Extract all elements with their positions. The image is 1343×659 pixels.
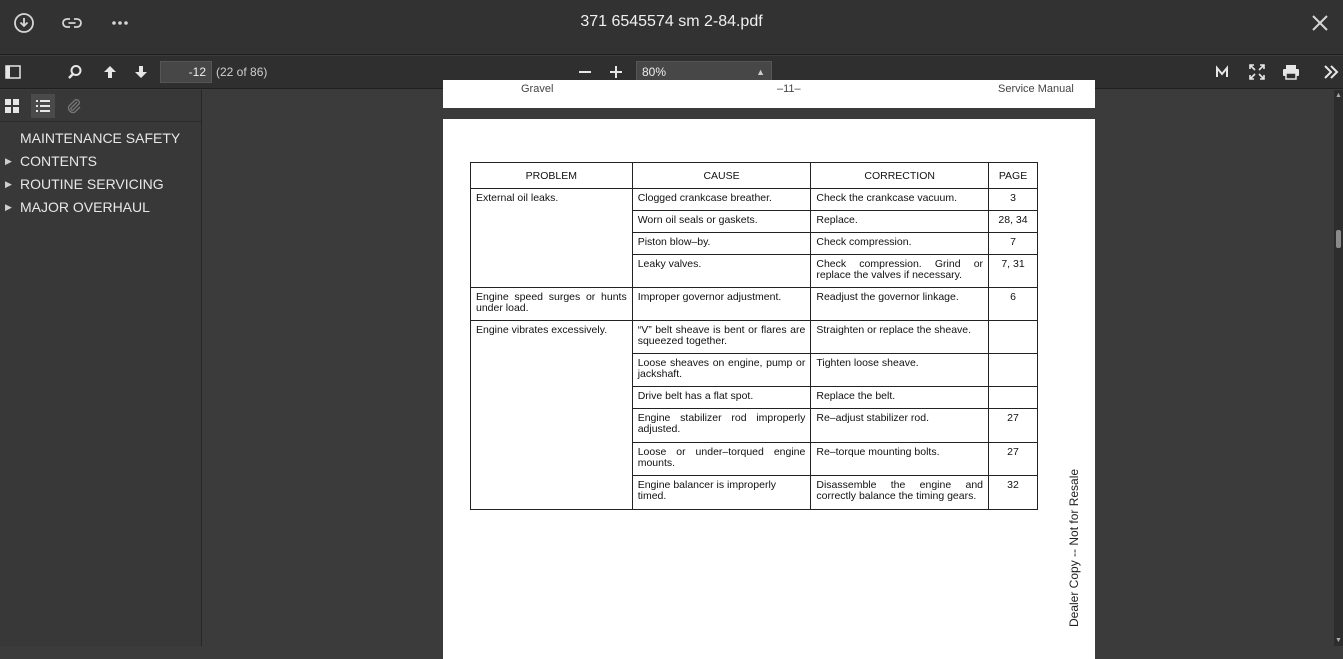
correction-cell: Disassemble the engine and correctly balance the timing gears.	[811, 476, 989, 510]
sidebar-tabs	[0, 90, 201, 122]
expand-triangle-icon[interactable]: ▶	[5, 202, 12, 212]
cause-cell: Piston blow–by.	[632, 233, 811, 255]
table-header-row	[471, 163, 1038, 189]
table-row	[471, 321, 1038, 354]
outline-item-label: ROUTINE SERVICING	[20, 176, 164, 192]
outline-item-routine-servicing[interactable]	[0, 173, 201, 196]
troubleshooting-table	[470, 162, 1038, 510]
document-outline	[0, 122, 201, 219]
double-chevron-icon[interactable]	[1320, 62, 1342, 82]
prev-page-left-text: Gravel	[521, 83, 554, 95]
page-cell	[989, 354, 1038, 387]
correction-cell: Check the crankcase vacuum.	[811, 189, 989, 211]
column-header: PROBLEM	[471, 163, 633, 189]
page-cell	[989, 321, 1038, 354]
cause-cell: Leaky valves.	[632, 255, 811, 288]
cause-cell: “V” belt sheave is bent or flares are squeezed together.	[632, 321, 811, 354]
zoom-in-icon[interactable]	[605, 62, 627, 82]
table-row	[471, 189, 1038, 211]
outline-item-maintenance-safety[interactable]	[0, 127, 201, 150]
column-header: CAUSE	[632, 163, 811, 189]
correction-cell: Replace the belt.	[811, 387, 989, 409]
page-cell: 6	[989, 288, 1038, 321]
vertical-scrollbar[interactable]	[1334, 90, 1343, 646]
title-bar	[0, 0, 1343, 55]
thumbnails-icon[interactable]	[0, 94, 24, 118]
prev-page-number: –11–	[777, 83, 801, 95]
page-cell: 3	[989, 189, 1038, 211]
expand-triangle-icon[interactable]: ▶	[5, 179, 12, 189]
page-cell: 32	[989, 476, 1038, 510]
select-caret-icon: ▲	[756, 67, 765, 77]
cause-cell: Improper governor adjustment.	[632, 288, 811, 321]
column-header: CORRECTION	[811, 163, 989, 189]
correction-cell: Re–adjust stabilizer rod.	[811, 409, 989, 443]
page-cell: 27	[989, 409, 1038, 443]
column-header: PAGE	[989, 163, 1038, 189]
expand-triangle-icon[interactable]: ▶	[5, 156, 12, 166]
outline-item-label: CONTENTS	[20, 153, 97, 169]
cause-cell: Loose sheaves on engine, pump or jackshaft.	[632, 354, 811, 387]
cause-cell: Worn oil seals or gaskets.	[632, 211, 811, 233]
arrow-down-icon[interactable]	[130, 62, 152, 82]
document-viewer[interactable]	[203, 83, 1334, 646]
attachments-icon[interactable]	[62, 94, 86, 118]
problem-cell: Engine vibrates excessively.	[471, 321, 633, 510]
cause-cell: Drive belt has a flat spot.	[632, 387, 811, 409]
document-title: 371 6545574 sm 2-84.pdf	[580, 13, 763, 30]
page-cell: 28, 34	[989, 211, 1038, 233]
zoom-out-icon[interactable]	[574, 62, 596, 82]
outline-icon[interactable]	[31, 94, 55, 118]
outline-item-label: MAJOR OVERHAUL	[20, 199, 150, 215]
cause-cell: Engine balancer is improperly timed.	[632, 476, 811, 510]
cause-cell: Engine stabilizer rod improperly adjusted.	[632, 409, 811, 443]
correction-cell: Check compression.	[811, 233, 989, 255]
prev-page-right-text: Service Manual	[998, 83, 1074, 95]
print-icon[interactable]	[1280, 62, 1302, 82]
problem-cell: Engine speed surges or hunts under load.	[471, 288, 633, 321]
correction-cell: Replace.	[811, 211, 989, 233]
correction-cell: Re–torque mounting bolts.	[811, 443, 989, 476]
correction-cell: Readjust the governor linkage.	[811, 288, 989, 321]
problem-cell: External oil leaks.	[471, 189, 633, 288]
scroll-up-icon[interactable]: ▲	[1335, 92, 1342, 99]
outline-item-label: MAINTENANCE SAFETY	[20, 130, 181, 146]
zoom-value: 80%	[642, 65, 667, 79]
pdf-page	[443, 119, 1095, 659]
page-cell: 7	[989, 233, 1038, 255]
close-icon[interactable]	[1308, 11, 1332, 35]
cause-cell: Loose or under–torqued engine mounts.	[632, 443, 811, 476]
sidebar	[0, 90, 202, 646]
previous-page-fragment	[443, 80, 1095, 108]
outline-item-major-overhaul[interactable]	[0, 196, 201, 219]
sidebar-toggle-icon[interactable]	[2, 62, 24, 82]
arrow-up-icon[interactable]	[99, 62, 121, 82]
page-count: (22 of 86)	[216, 65, 268, 79]
page-cell	[989, 387, 1038, 409]
page-cell: 7, 31	[989, 255, 1038, 288]
table-row	[471, 288, 1038, 321]
scrollbar-thumb[interactable]	[1336, 230, 1341, 248]
page-cell: 27	[989, 443, 1038, 476]
scroll-down-icon[interactable]: ▼	[1335, 637, 1342, 644]
page-number-input[interactable]: -12	[160, 61, 212, 83]
outline-item-contents[interactable]	[0, 150, 201, 173]
cause-cell: Clogged crankcase breather.	[632, 189, 811, 211]
correction-cell: Check compression. Grind or replace the valves if necessary.	[811, 255, 989, 288]
search-icon[interactable]	[64, 62, 86, 82]
fullscreen-icon[interactable]	[1246, 62, 1268, 82]
dealer-copy-note: Dealer Copy -- Not for Resale	[1067, 468, 1081, 627]
correction-cell: Straighten or replace the sheave.	[811, 321, 989, 354]
m-icon[interactable]	[1211, 62, 1233, 82]
correction-cell: Tighten loose sheave.	[811, 354, 989, 387]
